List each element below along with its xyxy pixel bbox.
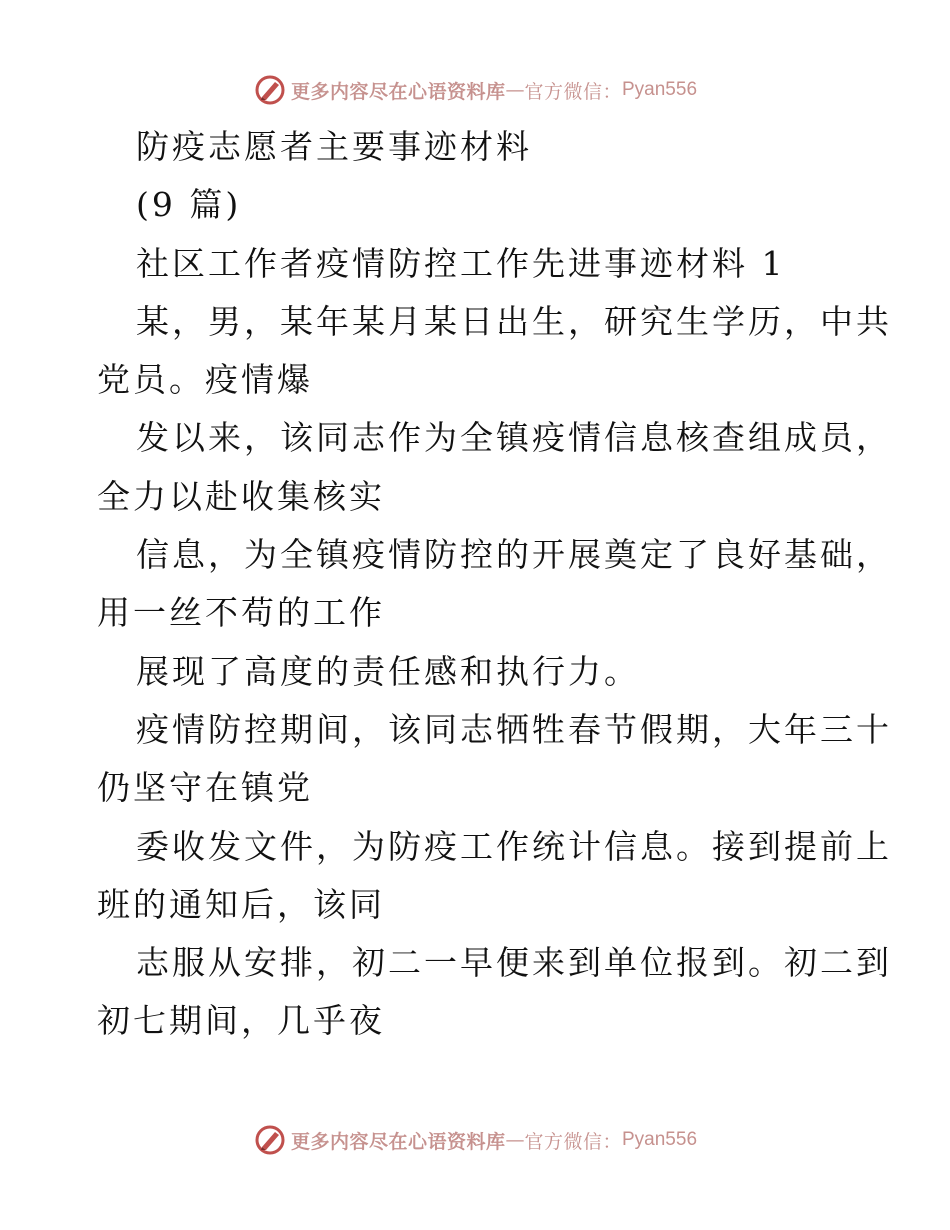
text-line: 信息，为全镇疫情防控的开展奠定了良好基础，	[136, 535, 892, 575]
text-line: 展现了高度的责任感和执行力。	[136, 651, 640, 691]
banner-separator: —	[505, 79, 525, 101]
header-banner	[0, 70, 950, 110]
footer-banner	[0, 1120, 950, 1160]
pen-circle-logo-icon	[253, 1123, 287, 1157]
text-line: 党员。疫情爆	[97, 360, 313, 400]
text-line: 某，男，某年某月某日出生，研究生学历，中共	[136, 301, 892, 341]
text-line: 班的通知后，该同	[97, 884, 385, 924]
text-line: 全力以赴收集核实	[97, 476, 385, 516]
text-line: 初七期间，几乎夜	[97, 1001, 385, 1041]
banner-wechat-label: 官方微信：	[524, 1130, 622, 1153]
document-title: 防疫志愿者主要事迹材料	[136, 127, 532, 166]
text-line: 仍坚守在镇党	[97, 768, 313, 808]
pen-circle-logo-icon	[253, 73, 287, 107]
banner-separator: —	[505, 1129, 525, 1151]
banner-wechat-label: 官方微信：	[524, 80, 622, 103]
text-line: 用一丝不苟的工作	[97, 593, 385, 633]
text-line: 委收发文件，为防疫工作统计信息。接到提前上	[136, 826, 892, 866]
text-line: 发以来，该同志作为全镇疫情信息核查组成员，	[136, 418, 892, 458]
section-heading: 社区工作者疫情防控工作先进事迹材料 1	[136, 243, 786, 283]
banner-wechat-id: Pyan556	[622, 1129, 698, 1150]
banner-main-text: 更多内容尽在心语资料库	[290, 80, 506, 103]
document-subtitle: (9 篇)	[136, 185, 242, 225]
text-line: 志服从安排，初二一早便来到单位报到。初二到	[136, 943, 892, 983]
banner-main-text: 更多内容尽在心语资料库	[290, 1130, 506, 1153]
banner-wechat-id: Pyan556	[622, 79, 698, 100]
document-body	[97, 118, 892, 1051]
text-line: 疫情防控期间，该同志牺牲春节假期，大年三十	[136, 709, 892, 749]
